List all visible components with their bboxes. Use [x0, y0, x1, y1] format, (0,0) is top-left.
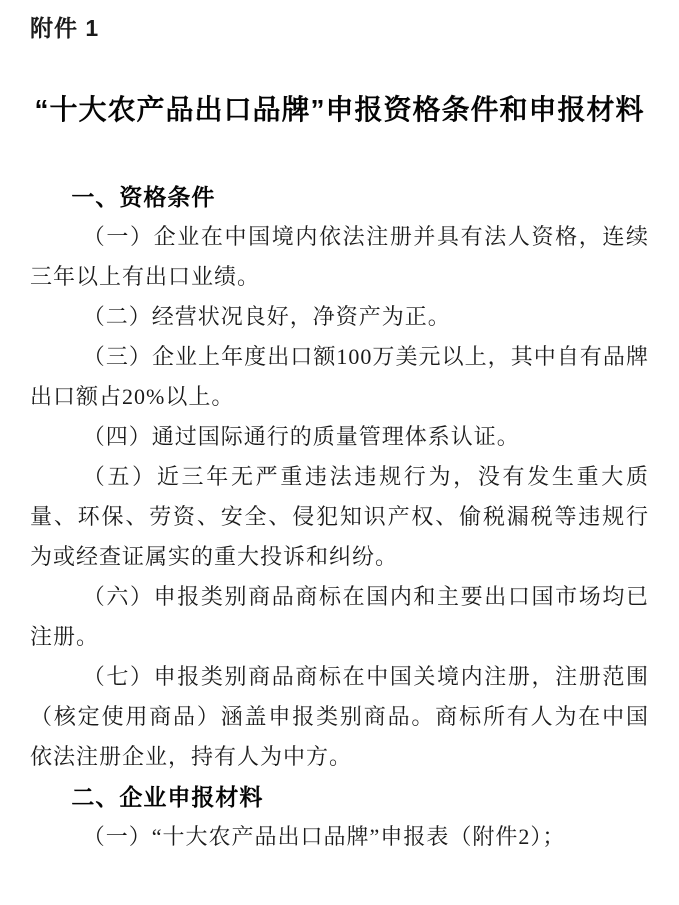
materials-paragraph-1: （一）“十大农产品出口品牌”申报表（附件2）；: [82, 824, 566, 849]
qualification-paragraph-5: （五）近三年无严重违法违规行为，没有发生重大质量、环保、劳资、安全、侵犯知识产权、偷税漏税等违规行为或经查证属实的重大投诉和纠纷。: [30, 464, 649, 569]
section-heading-materials: 二、企业申报材料: [71, 784, 264, 810]
qualification-paragraph-7: （七）申报类别商品商标在中国关境内注册，注册范围（核定使用商品）涵盖申报类别商品。商标所有人为在中国依法注册企业，持有人为中方。: [30, 664, 649, 769]
attachment-label: 附件 1: [30, 15, 100, 41]
document-title: “十大农产品出口品牌”申报资格条件和申报材料: [34, 94, 645, 125]
qualification-paragraph-3: （三）企业上年度出口额100万美元以上，其中自有品牌出口额占20%以上。: [30, 344, 649, 409]
qualification-paragraph-6: （六）申报类别商品商标在国内和主要出口国市场均已注册。: [30, 584, 649, 649]
qualification-paragraph-2: （二）经营状况良好，净资产为正。: [82, 304, 451, 329]
qualification-paragraph-1: （一）企业在中国境内依法注册并具有法人资格，连续三年以上有出口业绩。: [30, 224, 649, 289]
qualification-paragraph-4: （四）通过国际通行的质量管理体系认证。: [82, 424, 520, 449]
section-heading-qualification: 一、资格条件: [71, 184, 216, 210]
